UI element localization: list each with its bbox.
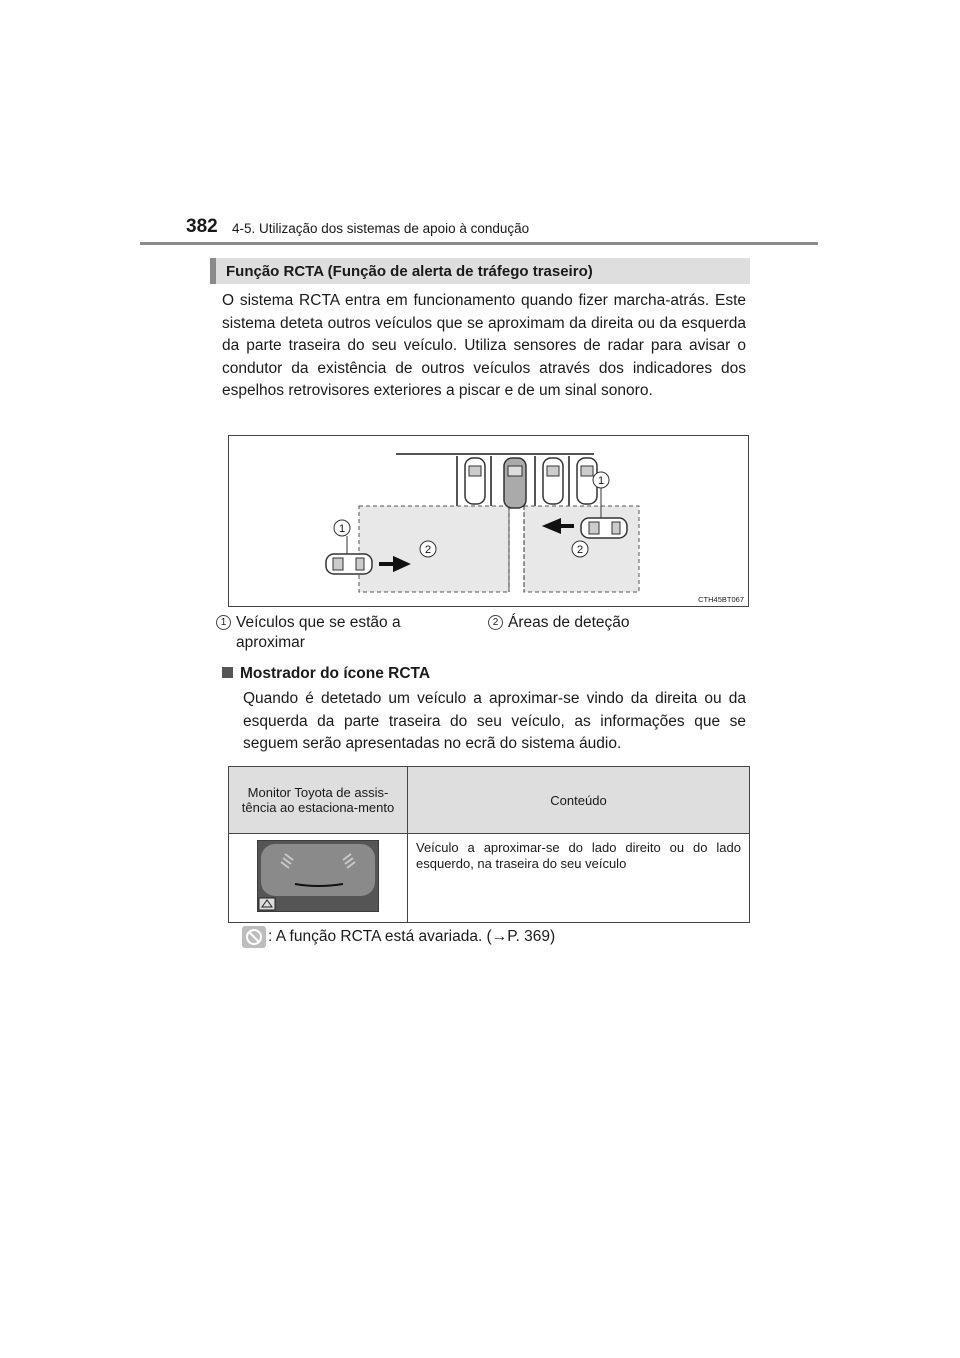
malfunction-note — [242, 926, 555, 948]
parking-illustration — [229, 436, 748, 606]
chapter-title: 4-5. Utilização dos sistemas de apoio à condução — [232, 221, 530, 236]
approaching-car-right — [581, 518, 627, 538]
malfunction-note-text: : A função RCTA está avariada. (→P. 369) — [268, 928, 556, 946]
table-cell-content: Veículo a aproximar-se do lado direito ou do lado esquerdo, na traseira do seu veículo — [408, 834, 750, 923]
column-header-content: Conteúdo — [408, 767, 750, 834]
legend-item-2 — [488, 613, 630, 633]
legend-number-2: 2 — [488, 615, 503, 630]
square-bullet-icon — [222, 667, 233, 678]
legend-text-1: Veículos que se estão a aproximar — [236, 614, 401, 651]
section-body: O sistema RCTA entra em funcionamento quando fizer marcha-atrás. Este sistema deteta outros veículos que se aproximam da direita ou da esquerda da parte traseira do seu veículo. Utiliza sensores de radar para avisar o condutor da existência de outros veículos através dos indicadores dos espelhos retrovisores exteriores a piscar e de um sinal sonoro. — [222, 292, 746, 399]
subsection-body: Quando é detetado um veículo a aproximar-se vindo da direita ou da esquerda da parte traseira do seu veículo, as informações que se seguem serão apresentadas no ecrã do sistema áudio. — [243, 690, 746, 752]
section-title: Função RCTA (Função de alerta de tráfego traseiro) — [226, 263, 593, 280]
callout-2-right: 2 — [576, 544, 584, 556]
rcta-table — [228, 766, 750, 923]
parked-car — [543, 458, 563, 504]
monitor-image-cell — [229, 834, 408, 923]
approaching-car-left — [326, 554, 372, 574]
page-number: 382 — [186, 216, 218, 237]
legend-item-1 — [216, 613, 401, 651]
callout-1-right: 1 — [597, 475, 605, 487]
figure-code: CTH45BT067 — [698, 595, 744, 604]
rcta-diagram — [228, 435, 749, 607]
own-vehicle — [504, 458, 526, 508]
subsection-title: Mostrador do ícone RCTA — [240, 665, 431, 682]
legend-number-1: 1 — [216, 615, 231, 630]
callout-2-left: 2 — [424, 544, 432, 556]
column-header-monitor: Monitor Toyota de assis-tência ao estaciona-mento — [229, 767, 408, 834]
rcta-screen-image — [257, 840, 379, 912]
subsection-heading — [222, 665, 430, 683]
legend-text-2: Áreas de deteção — [508, 614, 630, 631]
parked-car — [465, 458, 485, 504]
section-header-bar — [210, 258, 750, 284]
rcta-malfunction-icon — [242, 926, 266, 948]
header-divider — [140, 242, 818, 245]
callout-1-left: 1 — [338, 523, 346, 535]
table-row — [229, 834, 750, 923]
